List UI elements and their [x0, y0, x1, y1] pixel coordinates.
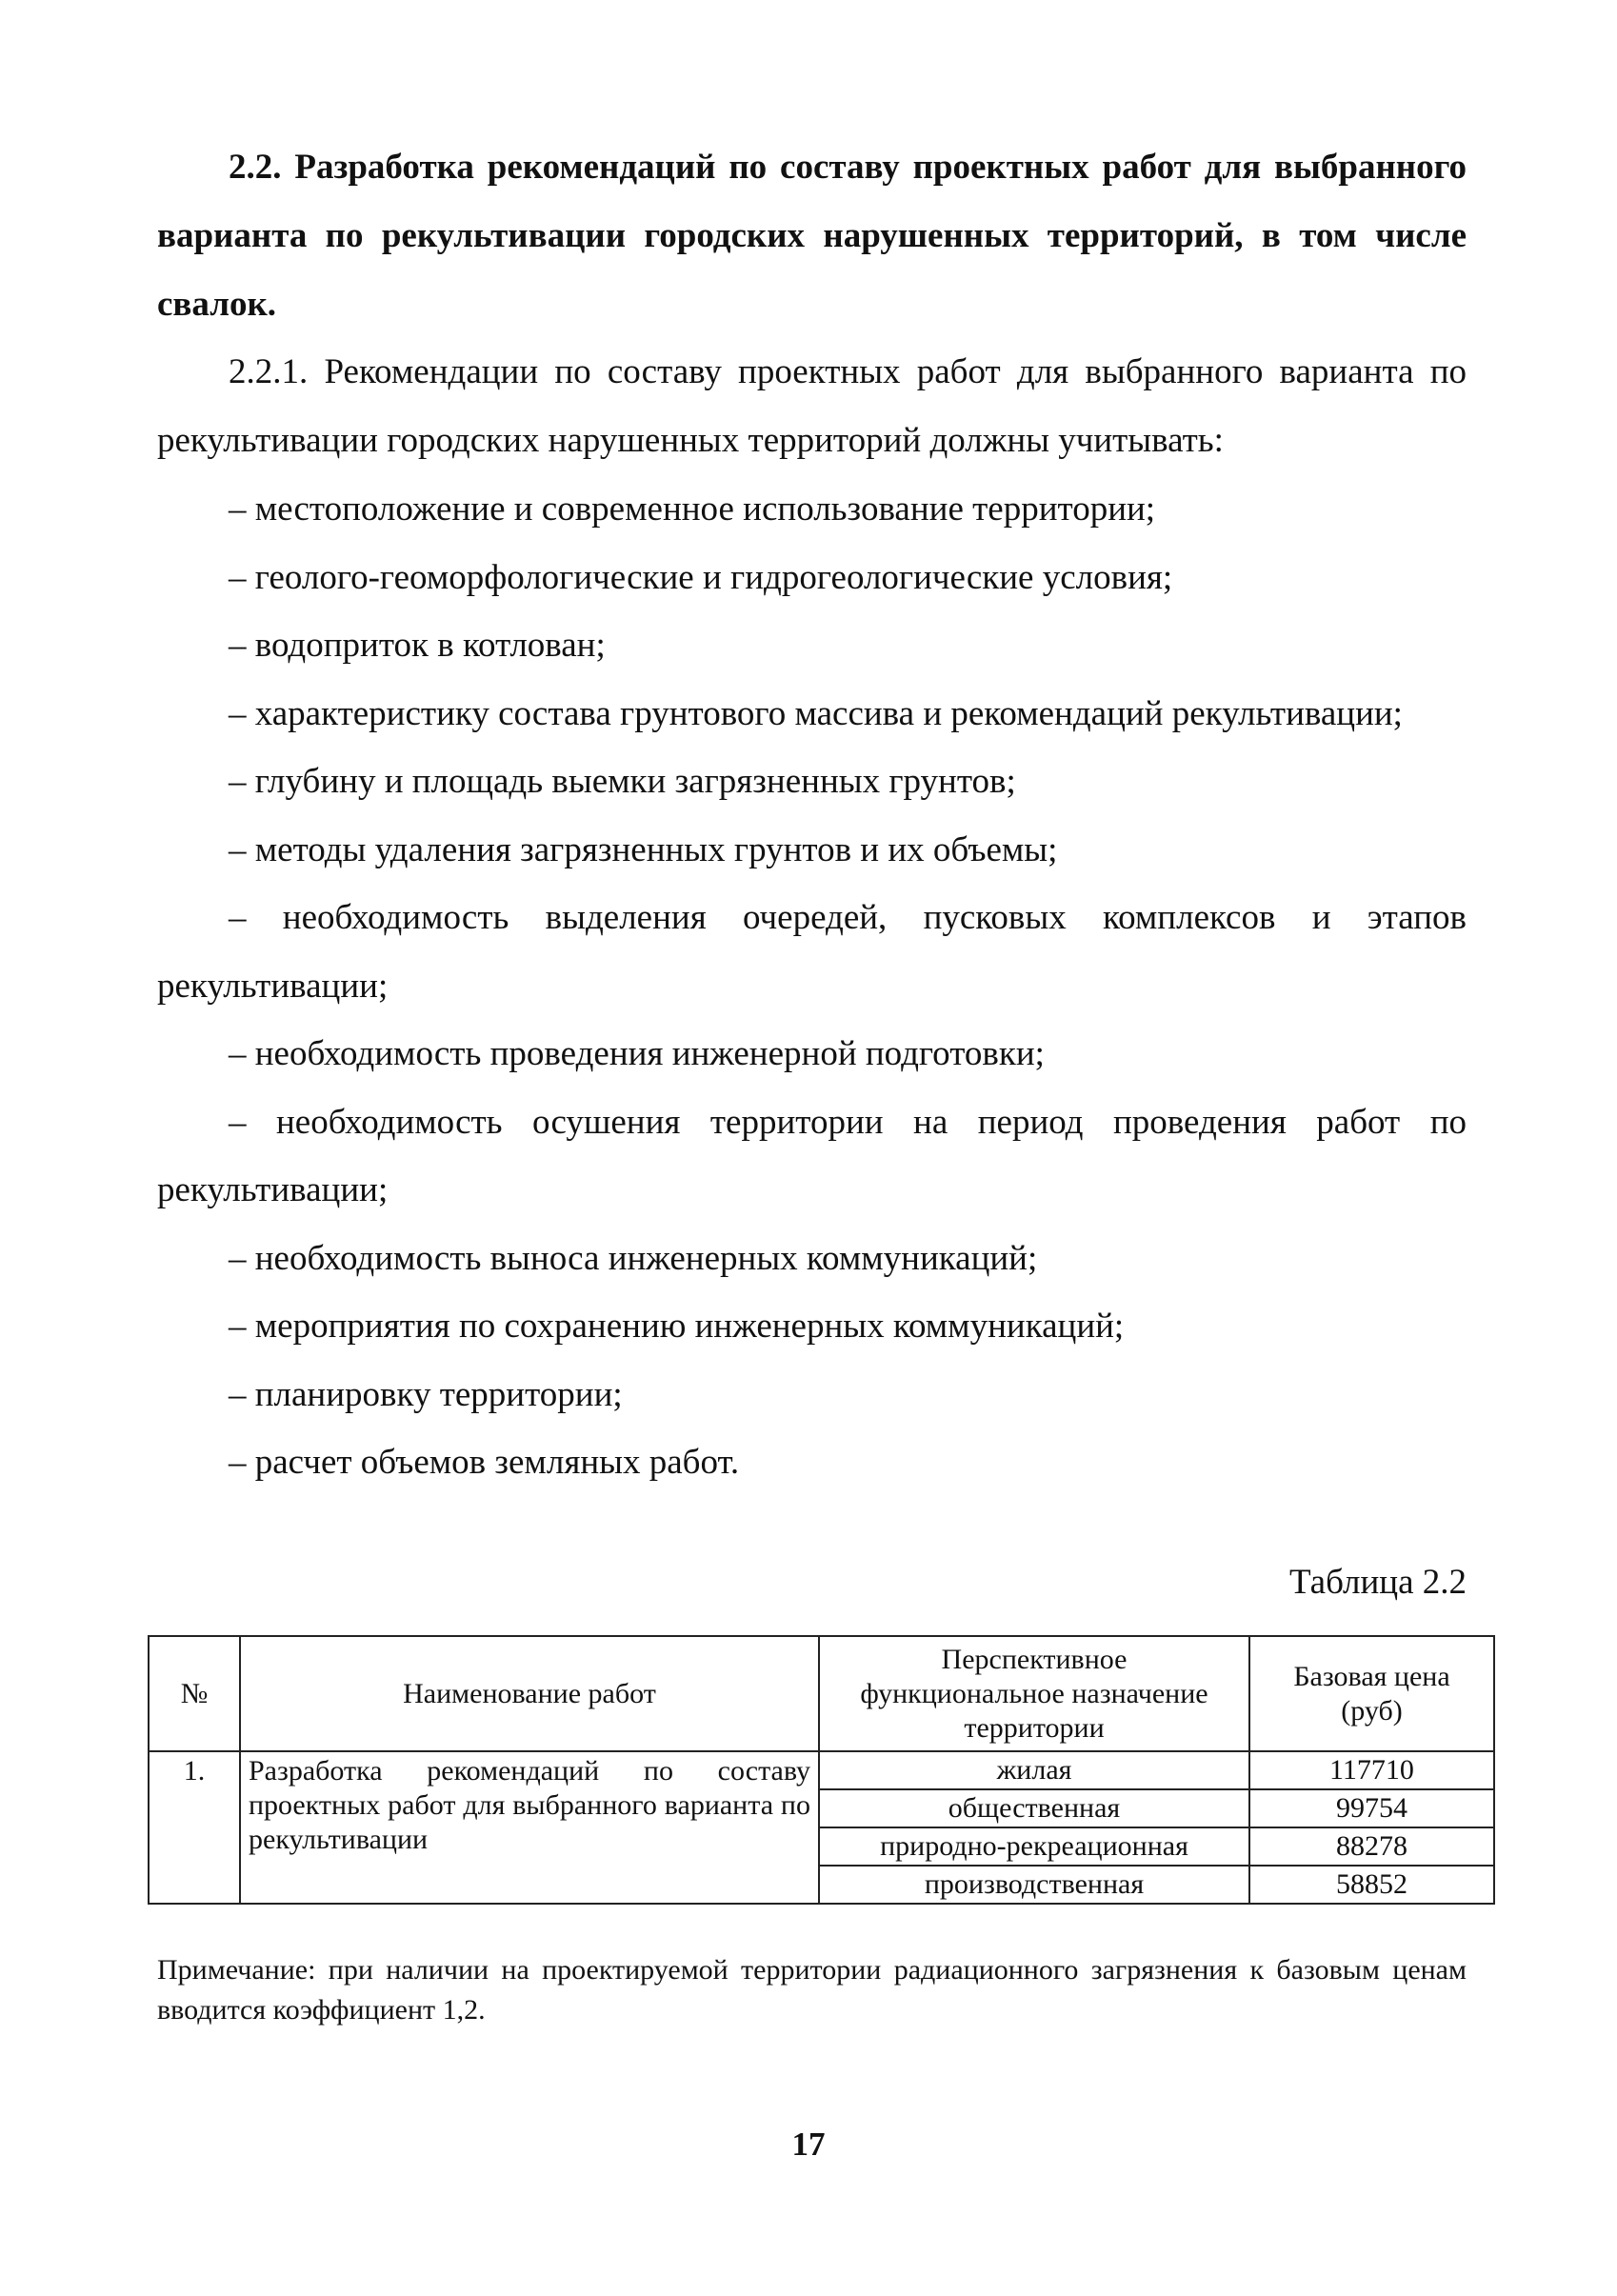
intro-paragraph: 2.2.1. Рекомендации по составу проектных работ для выбранного варианта по рекультивации городских нарушенных территорий должны учитывать: — [157, 352, 1467, 460]
purpose-cell: производственная — [819, 1866, 1249, 1904]
list-item: – необходимость выноса инженерных коммуникаций; — [229, 1238, 1038, 1278]
price-cell: 58852 — [1249, 1866, 1494, 1904]
requirements-list — [157, 475, 1467, 1497]
section-heading: 2.2. Разработка рекомендаций по составу проектных работ для выбранного варианта по рекультивации городских нарушенных территорий, в том числе свалок. — [157, 148, 1467, 324]
table-note: Примечание: при наличии на проектируемой территории радиационного загрязнения к базовым ценам вводится коэффициент 1,2. — [157, 1954, 1467, 2026]
header-price: Базовая цена (руб) — [1249, 1636, 1494, 1751]
page-number: 17 — [791, 2126, 826, 2163]
list-item: – методы удаления загрязненных грунтов и их объемы; — [229, 829, 1058, 869]
price-cell: 99754 — [1249, 1789, 1494, 1827]
purpose-cell: природно-рекреационная — [819, 1827, 1249, 1866]
list-item: – глубину и площадь выемки загрязненных грунтов; — [229, 762, 1016, 801]
table-row — [149, 1751, 1494, 1789]
row-name: Разработка рекомендаций по составу проектных работ для выбранного варианта по рекультивации — [240, 1751, 819, 1904]
header-name: Наименование работ — [240, 1636, 819, 1751]
list-item: – расчет объемов земляных работ. — [229, 1443, 740, 1482]
price-cell: 88278 — [1249, 1827, 1494, 1866]
header-purpose: Перспективное функциональное назначение территории — [819, 1636, 1249, 1751]
list-item: – необходимость осушения территории на период проведения работ по рекультивации; — [157, 1102, 1467, 1209]
purpose-cell: общественная — [819, 1789, 1249, 1827]
list-item: – необходимость проведения инженерной подготовки; — [229, 1034, 1045, 1073]
row-num: 1. — [149, 1751, 240, 1904]
list-item: – мероприятия по сохранению инженерных коммуникаций; — [229, 1307, 1125, 1346]
list-item: – необходимость выделения очередей, пусковых комплексов и этапов рекультивации; — [157, 898, 1467, 1006]
price-cell: 117710 — [1249, 1751, 1494, 1789]
list-item: – местоположение и современное использование территории; — [229, 489, 1156, 529]
price-table — [148, 1635, 1495, 1905]
purpose-cell: жилая — [819, 1751, 1249, 1789]
list-item: – планировку территории; — [229, 1374, 623, 1414]
list-item: – характеристику состава грунтового массива и рекомендаций рекультивации; — [229, 693, 1403, 733]
table-caption: Таблица 2.2 — [1289, 1563, 1467, 1602]
list-item: – геолого-геоморфологические и гидрогеологические условия; — [229, 557, 1173, 597]
header-num: № — [149, 1636, 240, 1751]
list-item: – водоприток в котлован; — [229, 626, 606, 665]
table-header-row — [149, 1636, 1494, 1751]
